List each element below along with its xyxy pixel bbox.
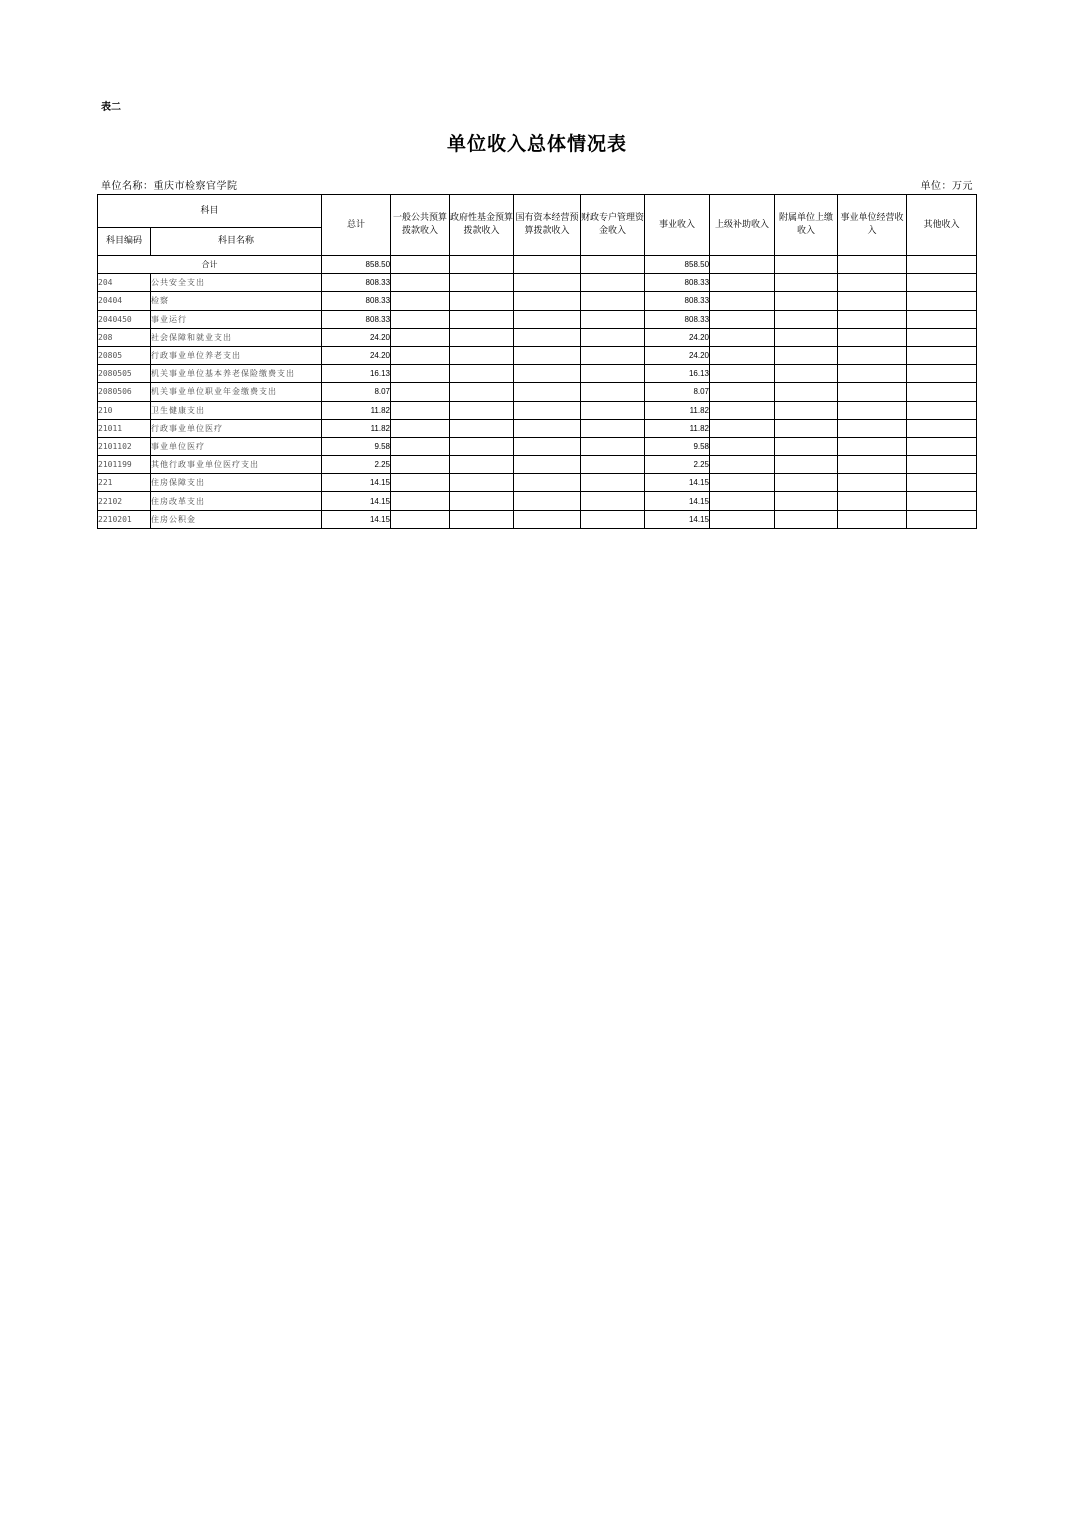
affiliated-turnover-cell — [775, 292, 838, 310]
business-income-cell: 808.33 — [645, 274, 710, 292]
business-income-cell: 24.20 — [645, 328, 710, 346]
table-row — [98, 310, 977, 328]
business-operation-cell — [838, 274, 907, 292]
subject-code-cell: 208 — [98, 328, 151, 346]
other-income-cell — [907, 346, 977, 364]
affiliated-turnover-cell — [775, 474, 838, 492]
state-capital-cell — [514, 328, 581, 346]
total-cell: 808.33 — [322, 292, 391, 310]
state-capital-cell — [514, 274, 581, 292]
header-affiliated-turnover: 附属单位上缴收入 — [775, 195, 838, 256]
table-row — [98, 346, 977, 364]
special-fund-cell — [581, 328, 645, 346]
other-income-cell — [907, 474, 977, 492]
special-fund-cell — [581, 510, 645, 528]
total-cell: 11.82 — [322, 419, 391, 437]
subject-name-cell: 住房公积金 — [151, 510, 322, 528]
superior-subsidy-cell — [710, 510, 775, 528]
superior-subsidy-cell — [710, 292, 775, 310]
total-cell: 9.58 — [322, 437, 391, 455]
subject-name-cell: 社会保障和就业支出 — [151, 328, 322, 346]
subject-code-cell: 2210201 — [98, 510, 151, 528]
business-income-cell: 24.20 — [645, 346, 710, 364]
table-label: 表二 — [101, 102, 121, 113]
general-budget-cell — [391, 274, 450, 292]
gov-fund-cell — [450, 292, 514, 310]
table-row — [98, 274, 977, 292]
affiliated-turnover-cell — [775, 346, 838, 364]
affiliated-turnover-cell — [775, 419, 838, 437]
other-income-cell — [907, 328, 977, 346]
affiliated-turnover-cell — [775, 274, 838, 292]
subject-code-cell: 2101199 — [98, 456, 151, 474]
header-general-budget: 一般公共预算拨款收入 — [391, 195, 450, 256]
subject-code-cell: 210 — [98, 401, 151, 419]
total-cell: 808.33 — [322, 274, 391, 292]
state-capital-cell — [514, 456, 581, 474]
general-budget-cell — [391, 437, 450, 455]
special-fund-cell — [581, 437, 645, 455]
business-operation-cell — [838, 346, 907, 364]
table-row — [98, 474, 977, 492]
page-title: 单位收入总体情况表 — [446, 133, 627, 155]
other-income-cell — [907, 292, 977, 310]
table-body — [98, 256, 977, 529]
gov-fund-cell — [450, 365, 514, 383]
state-capital-cell — [514, 510, 581, 528]
unit-name: 单位名称：重庆市检察官学院 — [101, 181, 238, 192]
subject-name-cell: 卫生健康支出 — [151, 401, 322, 419]
gov-fund-cell — [450, 274, 514, 292]
other-income-cell — [907, 492, 977, 510]
state-capital-cell — [514, 292, 581, 310]
gov-fund-cell — [450, 437, 514, 455]
general-budget-cell — [391, 310, 450, 328]
affiliated-turnover-cell — [775, 492, 838, 510]
superior-subsidy-cell — [710, 310, 775, 328]
general-budget-cell — [391, 492, 450, 510]
business-income-cell: 14.15 — [645, 474, 710, 492]
affiliated-turnover-cell — [775, 383, 838, 401]
general-budget-cell — [391, 510, 450, 528]
gov-fund-cell — [450, 474, 514, 492]
other-income-cell — [907, 310, 977, 328]
other-income-cell — [907, 401, 977, 419]
state-capital-cell — [514, 474, 581, 492]
superior-subsidy-cell — [710, 365, 775, 383]
table-row — [98, 328, 977, 346]
empty-cell — [838, 256, 907, 274]
other-income-cell — [907, 510, 977, 528]
superior-subsidy-cell — [710, 419, 775, 437]
subject-code-cell: 2080505 — [98, 365, 151, 383]
table-row — [98, 383, 977, 401]
affiliated-turnover-cell — [775, 510, 838, 528]
special-fund-cell — [581, 474, 645, 492]
header-state-capital: 国有资本经营预算拨款收入 — [514, 195, 581, 256]
other-income-cell — [907, 365, 977, 383]
subject-code-cell: 2101102 — [98, 437, 151, 455]
subject-code-cell: 2040450 — [98, 310, 151, 328]
business-income-cell: 8.07 — [645, 383, 710, 401]
special-fund-cell — [581, 492, 645, 510]
subject-name-cell: 公共安全支出 — [151, 274, 322, 292]
header-other-income: 其他收入 — [907, 195, 977, 256]
business-operation-cell — [838, 292, 907, 310]
table-row — [98, 401, 977, 419]
unit-label: 单位：万元 — [920, 181, 973, 192]
total-row-business-income: 858.50 — [645, 256, 710, 274]
business-operation-cell — [838, 328, 907, 346]
gov-fund-cell — [450, 328, 514, 346]
gov-fund-cell — [450, 346, 514, 364]
header-business-operation: 事业单位经营收入 — [838, 195, 907, 256]
header-business-income: 事业收入 — [645, 195, 710, 256]
superior-subsidy-cell — [710, 492, 775, 510]
business-operation-cell — [838, 401, 907, 419]
affiliated-turnover-cell — [775, 328, 838, 346]
business-income-cell: 808.33 — [645, 292, 710, 310]
other-income-cell — [907, 419, 977, 437]
business-operation-cell — [838, 437, 907, 455]
header-special-fund: 财政专户管理资金收入 — [581, 195, 645, 256]
general-budget-cell — [391, 474, 450, 492]
empty-cell — [514, 256, 581, 274]
gov-fund-cell — [450, 401, 514, 419]
state-capital-cell — [514, 346, 581, 364]
special-fund-cell — [581, 419, 645, 437]
superior-subsidy-cell — [710, 474, 775, 492]
business-operation-cell — [838, 383, 907, 401]
general-budget-cell — [391, 365, 450, 383]
subject-code-cell: 204 — [98, 274, 151, 292]
affiliated-turnover-cell — [775, 456, 838, 474]
empty-cell — [450, 256, 514, 274]
special-fund-cell — [581, 274, 645, 292]
table-row — [98, 419, 977, 437]
business-operation-cell — [838, 456, 907, 474]
total-cell: 24.20 — [322, 328, 391, 346]
affiliated-turnover-cell — [775, 365, 838, 383]
total-cell: 2.25 — [322, 456, 391, 474]
subject-code-cell: 20404 — [98, 292, 151, 310]
special-fund-cell — [581, 365, 645, 383]
affiliated-turnover-cell — [775, 401, 838, 419]
gov-fund-cell — [450, 510, 514, 528]
subject-name-cell: 其他行政事业单位医疗支出 — [151, 456, 322, 474]
subject-code-cell: 2080506 — [98, 383, 151, 401]
business-income-cell: 9.58 — [645, 437, 710, 455]
state-capital-cell — [514, 310, 581, 328]
total-cell: 8.07 — [322, 383, 391, 401]
subject-name-cell: 行政事业单位养老支出 — [151, 346, 322, 364]
subject-name-cell: 检察 — [151, 292, 322, 310]
total-row-total: 858.50 — [322, 256, 391, 274]
empty-cell — [710, 256, 775, 274]
subject-name-cell: 住房改革支出 — [151, 492, 322, 510]
total-cell: 14.15 — [322, 474, 391, 492]
business-operation-cell — [838, 510, 907, 528]
table-row — [98, 492, 977, 510]
general-budget-cell — [391, 346, 450, 364]
subject-code-cell: 20805 — [98, 346, 151, 364]
header-gov-fund: 政府性基金预算拨款收入 — [450, 195, 514, 256]
empty-cell — [775, 256, 838, 274]
header-subject-code: 科目编码 — [98, 228, 151, 256]
total-label: 合计 — [98, 256, 322, 274]
header-subject: 科目 — [98, 195, 322, 228]
other-income-cell — [907, 383, 977, 401]
other-income-cell — [907, 456, 977, 474]
state-capital-cell — [514, 365, 581, 383]
superior-subsidy-cell — [710, 346, 775, 364]
superior-subsidy-cell — [710, 274, 775, 292]
special-fund-cell — [581, 292, 645, 310]
superior-subsidy-cell — [710, 328, 775, 346]
business-operation-cell — [838, 310, 907, 328]
general-budget-cell — [391, 456, 450, 474]
income-table — [97, 194, 977, 529]
state-capital-cell — [514, 401, 581, 419]
superior-subsidy-cell — [710, 383, 775, 401]
business-operation-cell — [838, 419, 907, 437]
empty-cell — [391, 256, 450, 274]
affiliated-turnover-cell — [775, 437, 838, 455]
affiliated-turnover-cell — [775, 310, 838, 328]
table-row — [98, 365, 977, 383]
gov-fund-cell — [450, 383, 514, 401]
empty-cell — [581, 256, 645, 274]
state-capital-cell — [514, 383, 581, 401]
superior-subsidy-cell — [710, 401, 775, 419]
empty-cell — [907, 256, 977, 274]
business-operation-cell — [838, 474, 907, 492]
subject-code-cell: 221 — [98, 474, 151, 492]
state-capital-cell — [514, 437, 581, 455]
subject-name-cell: 事业单位医疗 — [151, 437, 322, 455]
table-row — [98, 437, 977, 455]
subject-code-cell: 22102 — [98, 492, 151, 510]
business-income-cell: 16.13 — [645, 365, 710, 383]
table-row — [98, 456, 977, 474]
total-cell: 11.82 — [322, 401, 391, 419]
subject-name-cell: 事业运行 — [151, 310, 322, 328]
business-operation-cell — [838, 492, 907, 510]
subject-name-cell: 住房保障支出 — [151, 474, 322, 492]
total-row — [98, 256, 977, 274]
superior-subsidy-cell — [710, 437, 775, 455]
superior-subsidy-cell — [710, 456, 775, 474]
subject-name-cell: 机关事业单位基本养老保险缴费支出 — [151, 365, 322, 383]
subject-code-cell: 21011 — [98, 419, 151, 437]
total-cell: 808.33 — [322, 310, 391, 328]
general-budget-cell — [391, 383, 450, 401]
total-cell: 14.15 — [322, 492, 391, 510]
gov-fund-cell — [450, 492, 514, 510]
other-income-cell — [907, 274, 977, 292]
business-income-cell: 11.82 — [645, 401, 710, 419]
state-capital-cell — [514, 492, 581, 510]
subject-name-cell: 机关事业单位职业年金缴费支出 — [151, 383, 322, 401]
business-income-cell: 808.33 — [645, 310, 710, 328]
total-cell: 16.13 — [322, 365, 391, 383]
gov-fund-cell — [450, 310, 514, 328]
table-row — [98, 292, 977, 310]
special-fund-cell — [581, 456, 645, 474]
gov-fund-cell — [450, 419, 514, 437]
general-budget-cell — [391, 401, 450, 419]
special-fund-cell — [581, 346, 645, 364]
business-income-cell: 14.15 — [645, 492, 710, 510]
header-superior-subsidy: 上级补助收入 — [710, 195, 775, 256]
general-budget-cell — [391, 292, 450, 310]
business-income-cell: 11.82 — [645, 419, 710, 437]
special-fund-cell — [581, 310, 645, 328]
business-income-cell: 2.25 — [645, 456, 710, 474]
header-total: 总计 — [322, 195, 391, 256]
subject-name-cell: 行政事业单位医疗 — [151, 419, 322, 437]
other-income-cell — [907, 437, 977, 455]
total-cell: 24.20 — [322, 346, 391, 364]
gov-fund-cell — [450, 456, 514, 474]
table-row — [98, 510, 977, 528]
general-budget-cell — [391, 419, 450, 437]
business-operation-cell — [838, 365, 907, 383]
special-fund-cell — [581, 383, 645, 401]
general-budget-cell — [391, 328, 450, 346]
state-capital-cell — [514, 419, 581, 437]
header-subject-name: 科目名称 — [151, 228, 322, 256]
business-income-cell: 14.15 — [645, 510, 710, 528]
special-fund-cell — [581, 401, 645, 419]
total-cell: 14.15 — [322, 510, 391, 528]
